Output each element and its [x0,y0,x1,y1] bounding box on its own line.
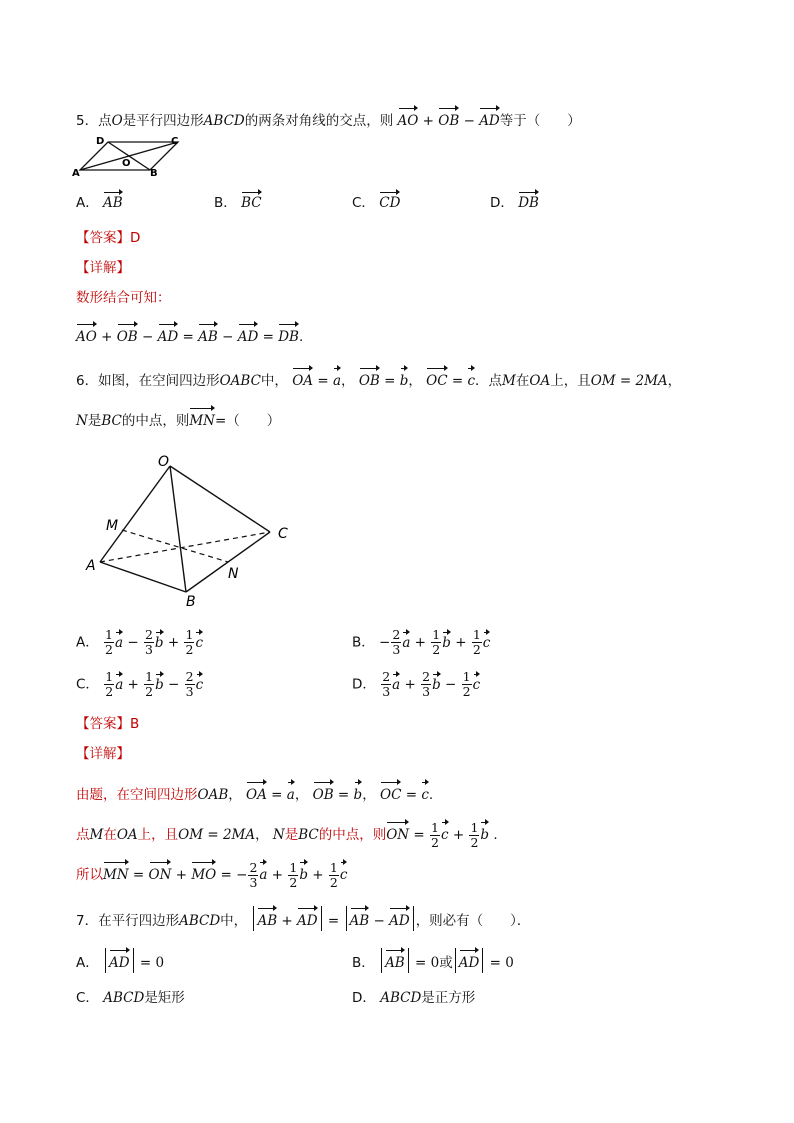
fig5-label-C: C [171,136,179,147]
fig6-label-N: N [228,566,239,582]
q7-option-c[interactable]: C． ABCD是矩形 [76,990,185,1006]
q5-option-c[interactable]: C． CD [352,190,400,211]
q6-option-b[interactable]: B． − $\frac{2}{3}$ a + $\frac{1}{2}$ b + $\frac{1}{2}$ c [352,627,491,657]
q6-tetrahedron-figure [80,450,310,610]
q5-option-a[interactable]: A． AB [76,190,123,211]
q6-option-d[interactable]: D． $\frac{2}{3}$ a + $\frac{2}{3}$ b − $\frac{1}{2}$ c [352,669,481,699]
q5-detail-equation: AO + OB − AD = AB − AD = DB. [76,322,303,347]
q5-answer: 【答案】D [76,230,141,246]
fig5-label-D: D [96,136,105,147]
q6-answer: 【答案】B [76,716,140,732]
q5-detail-label: 【详解】 [76,260,130,276]
q6-detail-line1: 由题，在空间四边形OAB， OA = a， OB = b， OC = c. [76,780,433,805]
fig5-label-B: B [150,168,158,179]
fig6-label-B: B [186,594,196,610]
q5-stem: 5．点O是平行四边形ABCD的两条对角线的交点，则 AO + OB − AD等于（ ） [76,106,581,131]
q6-detail-line2: 点M在OA上，且OM = 2MA， N是BC的中点，则ON = $\frac{1}{2}$ c + $\frac{1}{2}$ b . [76,819,498,850]
q6-detail-line3: 所以MN = ON + MO = − $\frac{2}{3}$ a + $\frac{1}{2}$ b + $\frac{1}{2}$ c [76,859,348,890]
fig5-label-A: A [72,168,80,179]
q7-option-a[interactable]: A． AD = 0 [76,948,164,973]
q5-parallelogram-figure [70,132,190,180]
q6-detail-label: 【详解】 [76,746,130,762]
q6-stem-line2: N是BC的中点，则MN=（ ） [76,406,280,431]
q6-option-c[interactable]: C． $\frac{1}{2}$ a + $\frac{1}{2}$ b − $\frac{2}{3}$ c [76,669,204,699]
fig5-label-O: O [122,158,131,169]
fig6-label-A: A [86,558,96,574]
fig6-label-C: C [278,526,288,542]
q7-stem: 7．在平行四边形ABCD中， AB + AD = AB − AD ，则必有（ ）． [76,906,530,931]
q7-option-b[interactable]: B． AB = 0或 AD = 0 [352,948,514,973]
q7-option-d[interactable]: D． ABCD是正方形 [352,990,476,1006]
fig6-label-O: O [158,454,170,470]
fig6-label-M: M [106,518,119,534]
q6-stem-line1: 6．如图，在空间四边形OABC中， OA = a， OB = b， OC = c．点M在OA上，且OM = 2MA， [76,366,681,391]
q5-option-b[interactable]: B． BC [214,190,262,211]
q5-option-d[interactable]: D． DB [490,190,539,211]
q6-option-a[interactable]: A． $\frac{1}{2}$ a − $\frac{2}{3}$ b + $\frac{1}{2}$ c [76,627,203,657]
q5-detail-text: 数形结合可知： [76,290,171,306]
